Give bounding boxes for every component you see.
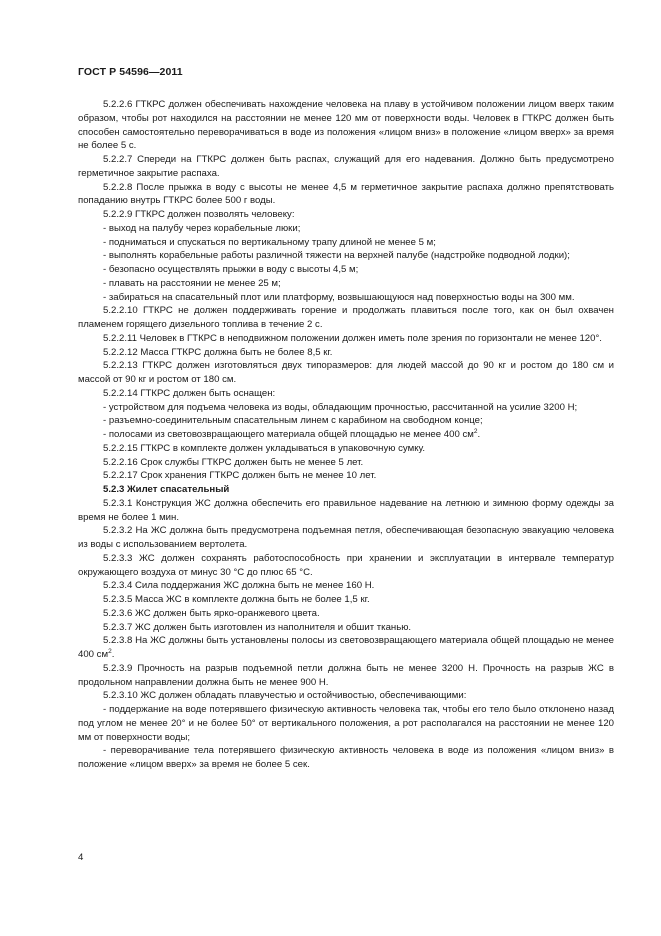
- paragraph: 5.2.3.10 ЖС должен обладать плавучестью и остойчивостью, обеспечивающими:: [103, 690, 467, 702]
- paragraph: 5.2.3.7 ЖС должен быть изготовлен из наполнителя и обшит тканью.: [103, 621, 412, 633]
- paragraph: 5.2.2.10 ГТКРС не должен поддерживать горение и продолжать плавиться после того, как он был охвачен пламенем горящего дизельного топлива в течение 2 с.: [78, 305, 614, 330]
- paragraph: 5.2.2.14 ГТКРС должен быть оснащен:: [103, 387, 276, 399]
- paragraph: 5.2.3.9 Прочность на разрыв подъемной петли должна быть не менее 3200 Н. Прочность на разрыв ЖС в продольном направлении должна быть не менее 900 Н.: [78, 662, 614, 688]
- list-item: - подниматься и спускаться по вертикальному трапу длиной не менее 5 м;: [103, 236, 436, 248]
- page-number: 4: [78, 852, 84, 863]
- list-item: - выход на палубу через корабельные люки;: [103, 222, 301, 234]
- paragraph: 5.2.3.8 На ЖС должны быть установлены полосы из световозвращающего материала общей площадью не менее 400 $см^2$.: [78, 635, 614, 660]
- paragraph: 5.2.2.12 Масса ГТКРС должна быть не более 8,5 кг.: [103, 346, 333, 358]
- paragraph: 5.2.3.1 Конструкция ЖС должна обеспечить его правильное надевание на летнюю и зимнюю форму одежды за время не более 1 мин.: [78, 497, 614, 523]
- paragraph: 5.2.2.8 После прыжка в воду с высоты не менее 4,5 м герметичное закрытие распаха должно препятствовать попаданию внутрь ГТКРС более 500 г воды.: [78, 181, 614, 207]
- list-item: - разъемно-соединительным спасательным линем с карабином на свободном конце;: [103, 415, 483, 427]
- paragraph: 5.2.2.9 ГТКРС должен позволять человеку:: [103, 209, 295, 220]
- paragraph: 5.2.3.5 Масса ЖС в комплекте должна быть не более 1,5 кг.: [103, 594, 370, 605]
- paragraph: 5.2.2.16 Срок службы ГТКРС должен быть не менее 5 лет.: [103, 456, 364, 468]
- paragraph: 5.2.2.11 Человек в ГТКРС в неподвижном положении должен иметь поле зрения по горизонтали не менее 120°.: [103, 332, 602, 344]
- list-item: - переворачивание тела потерявшего физическую активность человека в воде из положения «лицом вниз» в положение «лицом вверх» за время не более 5 сек.: [78, 745, 614, 770]
- paragraph: 5.2.2.7 Спереди на ГТКРС должен быть распах, служащий для его надевания. Должно быть предусмотрено герметичное закрытие распаха.: [78, 154, 614, 179]
- paragraph: 5.2.3.4 Сила поддержания ЖС должна быть не менее 160 Н.: [103, 580, 375, 592]
- list-item: - безопасно осуществлять прыжки в воду с высоты 4,5 м;: [103, 264, 359, 275]
- list-item: - забираться на спасательный плот или платформу, возвышающуюся над поверхностью воды на 300 мм.: [103, 291, 575, 303]
- list-item: - полосами из световозвращающего материала общей площадью не менее 400 $см^2$.: [103, 427, 481, 440]
- paragraph: 5.2.3.2 На ЖС должна быть предусмотрена подъемная петля, обеспечивающая безопасную эвакуацию человека из воды с использованием вертолета.: [78, 525, 614, 550]
- document-header: ГОСТ Р 54596—2011: [78, 66, 183, 78]
- document-body: [78, 98, 614, 772]
- paragraph: 5.2.2.6 ГТКРС должен обеспечивать нахождение человека на плаву в устойчивом положении лицом вверх таким образом, чтобы рот находился на расстоянии не менее 120 мм от поверхности воды. Человек в ГТКРС должен быть способен самостоятельно переворачиваться в воде из положения «лицом вниз» в положение «лицом вверх» за время не более 5 с.: [78, 99, 614, 152]
- paragraph: 5.2.2.13 ГТКРС должен изготовляться двух типоразмеров: для людей массой до 90 кг и ростом до 180 см и массой от 90 кг и ростом от 180 см.: [78, 360, 614, 385]
- section-heading: 5.2.3 Жилет спасательный: [103, 484, 230, 495]
- paragraph: 5.2.3.6 ЖС должен быть ярко-оранжевого цвета.: [103, 607, 320, 619]
- list-item: - устройством для подъема человека из воды, обладающим прочностью, рассчитанной на усилие 3200 Н;: [103, 401, 578, 413]
- list-item: - выполнять корабельные работы различной тяжести на верхней палубе (надстройке подводной лодки);: [103, 250, 570, 262]
- paragraph: 5.2.2.17 Срок хранения ГТКРС должен быть не менее 10 лет.: [103, 470, 377, 482]
- paragraph: 5.2.3.3 ЖС должен сохранять работоспособность при хранении и эксплуатации в интервале температур окружающего воздуха от минус 30 °С до плюс 65 °С.: [78, 552, 614, 578]
- paragraph: 5.2.2.15 ГТКРС в комплекте должен укладываться в упаковочную сумку.: [103, 442, 426, 454]
- list-item: - поддержание на воде потерявшего физическую активность человека так, чтобы его тело было отклонено назад под углом не менее 20° и не более 50° от вертикального положения, а рот располагался на расстоянии не менее 120 мм от поверхности воды;: [78, 704, 614, 743]
- list-item: - плавать на расстоянии не менее 25 м;: [103, 277, 281, 289]
